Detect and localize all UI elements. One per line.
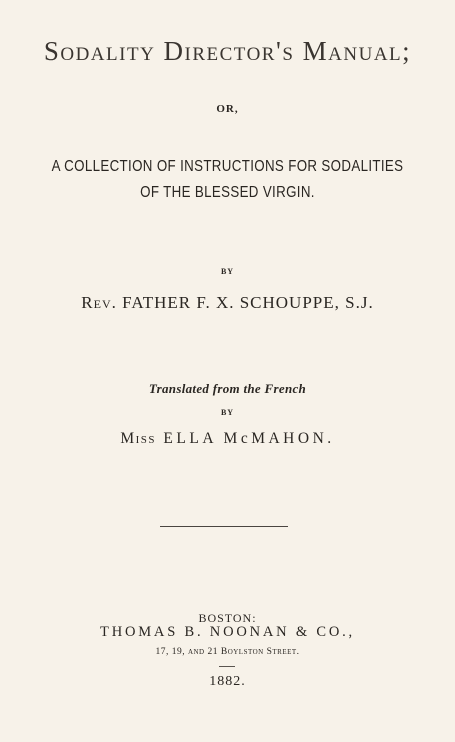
author-line [0,293,455,313]
title-or: OR, [216,103,239,115]
imprint-publisher: THOMAS B. NOONAN & CO., [100,624,355,640]
translator-prefix: Miss [120,430,157,447]
translator-name: ELLA McMAHON. [163,430,335,447]
book-title: Sodality Director's Manual; [43,36,412,66]
translation-note: Translated from the French [148,381,307,396]
subtitle-line-2: OF THE BLESSED VIRGIN. [140,184,315,201]
translator-by: BY [220,408,235,417]
author-name: FATHER F. X. SCHOUPPE, S.J. [122,293,374,312]
author-by: BY [220,267,235,276]
divider-rule [160,526,288,527]
subtitle-line-1: A COLLECTION OF INSTRUCTIONS FOR SODALITIES [51,158,404,175]
imprint-address: 17, 19, and 21 Boylston Street. [155,647,300,657]
translator-line [0,430,455,448]
imprint-city: BOSTON: [198,611,257,625]
imprint-year: 1882. [209,674,246,689]
author-prefix: Rev. [81,293,117,312]
imprint-dash [219,666,235,667]
